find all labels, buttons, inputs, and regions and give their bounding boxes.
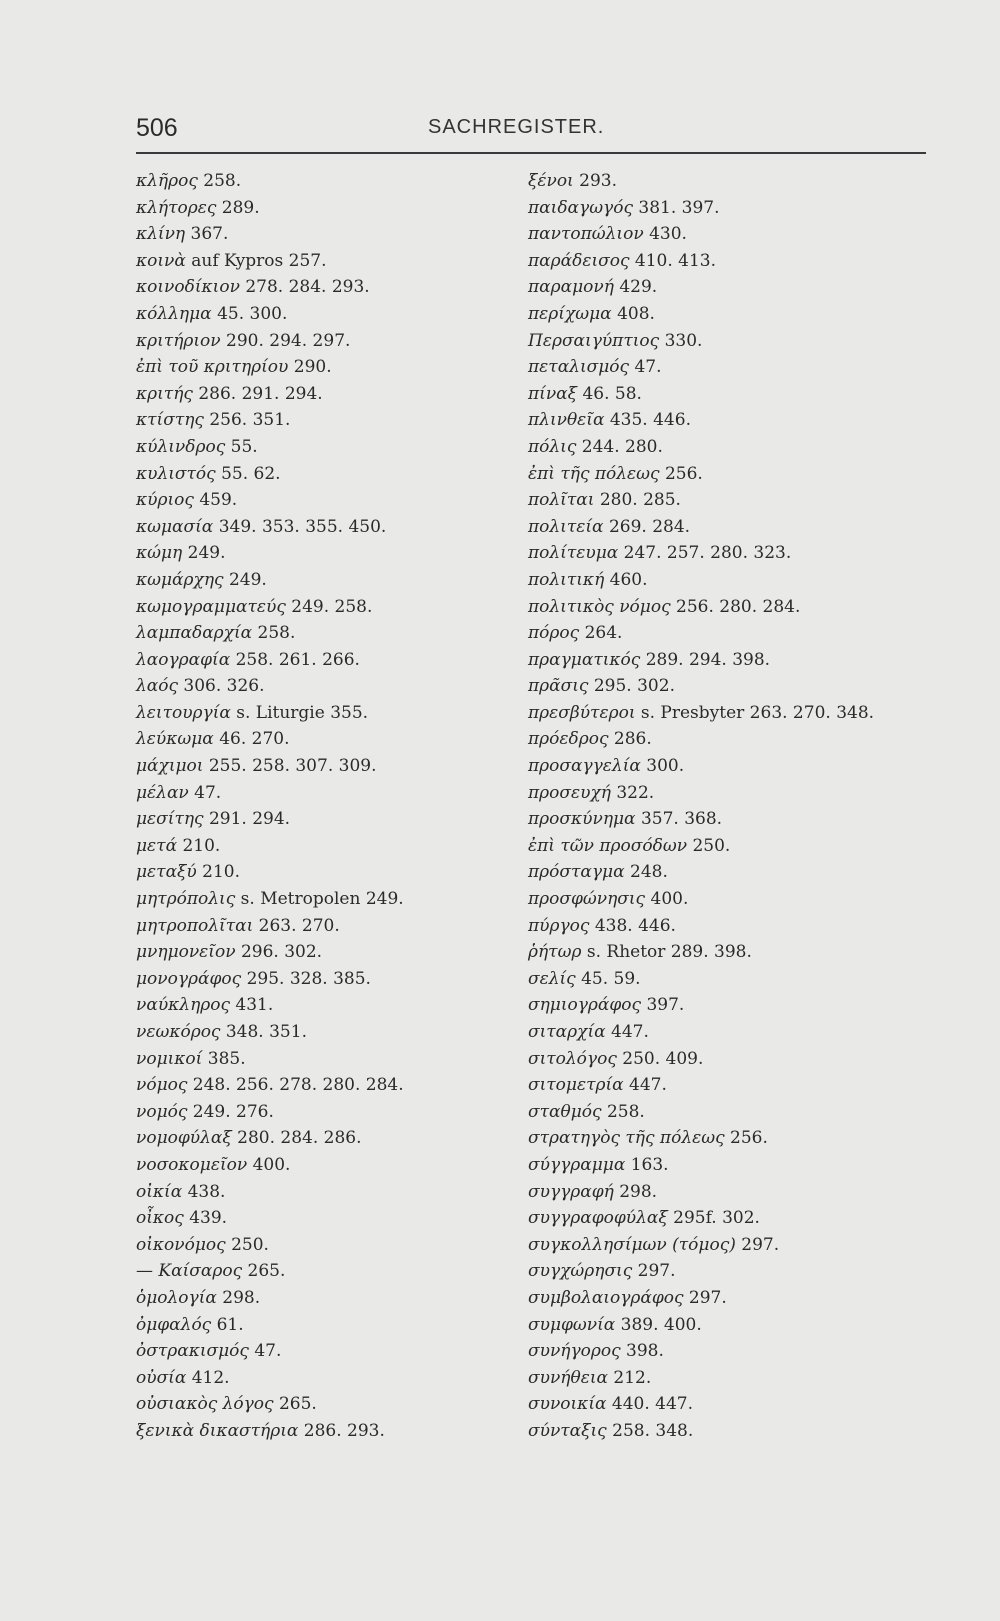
index-entry bbox=[136, 966, 496, 993]
index-reference: s. Metropolen 249. bbox=[240, 889, 404, 910]
index-reference: 46. 58. bbox=[582, 383, 642, 404]
index-entry bbox=[528, 1046, 928, 1073]
index-term: ὁμολογία bbox=[136, 1287, 217, 1308]
index-term: μετά bbox=[136, 835, 178, 856]
index-reference: 289. 294. 398. bbox=[645, 649, 771, 670]
index-reference: 47. bbox=[634, 357, 662, 378]
index-entry bbox=[528, 274, 928, 301]
index-reference: 46. 270. bbox=[219, 729, 290, 750]
index-reference: 255. 258. 307. 309. bbox=[208, 756, 377, 777]
index-term: προσαγγελία bbox=[528, 756, 641, 777]
index-term: προσευχή bbox=[528, 782, 611, 803]
index-reference: 61. bbox=[216, 1314, 244, 1335]
index-entry bbox=[528, 221, 928, 248]
index-entry bbox=[136, 1338, 496, 1365]
index-entry bbox=[528, 461, 928, 488]
index-reference: auf Kypros 257. bbox=[191, 250, 327, 271]
index-reference: 289. bbox=[221, 197, 260, 218]
index-entry bbox=[136, 434, 496, 461]
index-term: σιτολόγος bbox=[528, 1048, 617, 1069]
index-reference: 286. bbox=[613, 729, 652, 750]
index-entry bbox=[528, 939, 928, 966]
index-entry bbox=[136, 407, 496, 434]
index-entry bbox=[528, 726, 928, 753]
index-reference: 389. 400. bbox=[620, 1314, 702, 1335]
index-reference: 440. 447. bbox=[611, 1394, 693, 1415]
index-term: κωμάρχης bbox=[136, 569, 224, 590]
index-entry bbox=[528, 567, 928, 594]
index-term: περίχωμα bbox=[528, 303, 612, 324]
index-entry bbox=[136, 780, 496, 807]
index-term: ὀστρακισμός bbox=[136, 1341, 249, 1362]
index-reference: 296. 302. bbox=[240, 942, 323, 963]
index-reference: 330. bbox=[664, 330, 703, 351]
index-entry bbox=[528, 700, 928, 727]
index-entry bbox=[136, 806, 496, 833]
index-reference: 210. bbox=[182, 835, 221, 856]
index-reference: s. Liturgie 355. bbox=[236, 702, 369, 723]
index-reference: 385. bbox=[207, 1048, 246, 1069]
index-term: ῥήτωρ bbox=[528, 942, 582, 963]
index-entry bbox=[136, 913, 496, 940]
index-term: πολιτικὸς νόμος bbox=[528, 596, 671, 617]
index-entry bbox=[136, 886, 496, 913]
index-term: συγγραφή bbox=[528, 1181, 614, 1202]
index-entry bbox=[528, 780, 928, 807]
index-term: κωμασία bbox=[136, 516, 214, 537]
index-reference: 45. 59. bbox=[581, 968, 641, 989]
index-term: ἐπὶ τοῦ κριτηρίου bbox=[136, 357, 289, 378]
page-header bbox=[136, 114, 936, 154]
index-entry bbox=[528, 1125, 928, 1152]
index-reference: 290. 294. 297. bbox=[226, 330, 351, 351]
index-entry bbox=[136, 1391, 496, 1418]
index-entry bbox=[136, 487, 496, 514]
index-reference: 412. bbox=[191, 1367, 230, 1388]
index-entry bbox=[136, 1418, 496, 1445]
index-term: συμβολαιογράφος bbox=[528, 1287, 684, 1308]
index-entry bbox=[136, 1205, 496, 1232]
index-term: πολῖται bbox=[528, 490, 595, 511]
index-entry bbox=[136, 195, 496, 222]
index-entry bbox=[136, 833, 496, 860]
index-term: σημιογράφος bbox=[528, 995, 642, 1016]
index-term: πόλις bbox=[528, 436, 577, 457]
index-entry bbox=[528, 1232, 928, 1259]
index-entry bbox=[528, 540, 928, 567]
index-term: λαογραφία bbox=[136, 649, 231, 670]
index-entry bbox=[528, 1285, 928, 1312]
index-entry bbox=[528, 1179, 928, 1206]
index-term: ἐπὶ τῆς πόλεως bbox=[528, 463, 660, 484]
index-entry bbox=[136, 673, 496, 700]
index-term: νόμος bbox=[136, 1075, 188, 1096]
index-reference: 290. bbox=[293, 357, 332, 378]
index-term: πολιτική bbox=[528, 569, 605, 590]
index-entry bbox=[136, 1312, 496, 1339]
index-reference: 55. bbox=[230, 436, 258, 457]
index-term: πολίτευμα bbox=[528, 543, 619, 564]
index-reference: 249. bbox=[228, 569, 267, 590]
index-reference: 280. 285. bbox=[599, 490, 681, 511]
index-entry bbox=[528, 913, 928, 940]
index-entry bbox=[136, 859, 496, 886]
index-entry bbox=[528, 886, 928, 913]
index-reference: 45. 300. bbox=[217, 303, 288, 324]
index-entry bbox=[136, 1046, 496, 1073]
index-term: λαμπαδαρχία bbox=[136, 623, 253, 644]
index-reference: 400. bbox=[650, 889, 689, 910]
index-entry bbox=[528, 806, 928, 833]
index-term: κύλινδρος bbox=[136, 436, 226, 457]
index-term: σελίς bbox=[528, 968, 576, 989]
index-entry bbox=[528, 407, 928, 434]
index-entry bbox=[136, 328, 496, 355]
index-reference: 286. 293. bbox=[303, 1420, 385, 1441]
index-term: σταθμός bbox=[528, 1101, 602, 1122]
index-term: συνήθεια bbox=[528, 1367, 608, 1388]
index-entry bbox=[136, 594, 496, 621]
index-reference: 249. 276. bbox=[192, 1101, 274, 1122]
index-reference: 398. bbox=[626, 1341, 664, 1362]
index-reference: 430. bbox=[649, 224, 687, 245]
index-term: ξένοι bbox=[528, 171, 574, 191]
index-entry bbox=[528, 1338, 928, 1365]
index-reference: 256. bbox=[730, 1128, 768, 1149]
index-column-right bbox=[528, 168, 928, 1445]
index-term: κτίστης bbox=[136, 410, 204, 431]
index-entry bbox=[136, 939, 496, 966]
index-term: νομός bbox=[136, 1101, 188, 1122]
index-term: μεταξύ bbox=[136, 862, 197, 883]
index-reference: 367. bbox=[190, 224, 229, 245]
index-term: προσκύνημα bbox=[528, 809, 636, 830]
index-entry bbox=[136, 1072, 496, 1099]
index-term: κοινοδίκιον bbox=[136, 277, 240, 298]
index-entry bbox=[528, 753, 928, 780]
index-reference: 460. bbox=[609, 569, 648, 590]
index-reference: 322. bbox=[616, 782, 655, 803]
index-reference: 269. 284. bbox=[608, 516, 691, 537]
index-term: ναύκληρος bbox=[136, 995, 231, 1016]
index-term: κλῆρος bbox=[136, 171, 198, 191]
index-entry bbox=[136, 514, 496, 541]
index-term: οἰκονόμος bbox=[136, 1234, 226, 1255]
index-reference: 258. bbox=[606, 1101, 645, 1122]
index-reference: 349. 353. 355. 450. bbox=[218, 516, 387, 537]
index-term: στρατηγὸς τῆς πόλεως bbox=[528, 1128, 725, 1149]
index-reference: 447. bbox=[629, 1075, 667, 1096]
index-reference: 247. 257. 280. 323. bbox=[623, 543, 792, 564]
index-term: νοσοκομεῖον bbox=[136, 1154, 248, 1175]
index-term: ξενικὰ δικαστήρια bbox=[136, 1420, 299, 1441]
index-term: κλίνη bbox=[136, 224, 186, 245]
index-term: κοινὰ bbox=[136, 250, 186, 271]
index-term: συνοικία bbox=[528, 1394, 607, 1415]
index-term: κωμογραμματεύς bbox=[136, 596, 286, 617]
index-reference: 263. 270. bbox=[258, 915, 340, 936]
index-entry bbox=[136, 274, 496, 301]
index-entry bbox=[528, 1391, 928, 1418]
index-reference: 265. bbox=[247, 1261, 286, 1282]
index-term: νομοφύλαξ bbox=[136, 1128, 232, 1149]
index-column-left bbox=[136, 168, 496, 1445]
index-reference: 429. bbox=[619, 277, 658, 298]
index-term: συγγραφοφύλαξ bbox=[528, 1208, 668, 1229]
index-entry bbox=[528, 328, 928, 355]
index-reference: 248. 256. 278. 280. 284. bbox=[192, 1075, 404, 1096]
index-reference: 249. bbox=[187, 543, 226, 564]
index-reference: 250. bbox=[692, 835, 731, 856]
index-term: σιταρχία bbox=[528, 1022, 606, 1042]
index-term: νομικοί bbox=[136, 1048, 203, 1069]
index-term: πρόσταγμα bbox=[528, 862, 625, 883]
index-entry bbox=[528, 381, 928, 408]
index-entry bbox=[528, 434, 928, 461]
index-reference: 256. bbox=[664, 463, 703, 484]
index-term: σύγγραμμα bbox=[528, 1154, 626, 1175]
index-entry bbox=[136, 1152, 496, 1179]
index-entry bbox=[528, 1072, 928, 1099]
index-term: παράδεισος bbox=[528, 250, 630, 271]
index-entry bbox=[528, 1418, 928, 1445]
index-entry bbox=[136, 1019, 496, 1046]
index-term: προσφώνησις bbox=[528, 889, 646, 910]
index-entry bbox=[528, 1019, 928, 1046]
header-rule bbox=[136, 152, 926, 154]
index-term: λειτουργία bbox=[136, 702, 231, 723]
index-reference: 256. 280. 284. bbox=[676, 596, 801, 617]
index-entry bbox=[136, 992, 496, 1019]
index-term: συνήγορος bbox=[528, 1341, 621, 1362]
index-reference: 256. 351. bbox=[209, 410, 291, 431]
index-reference: 410. 413. bbox=[634, 250, 717, 271]
index-reference: 439. bbox=[189, 1208, 228, 1229]
index-entry bbox=[528, 859, 928, 886]
index-term: — Καίσαρος bbox=[136, 1261, 243, 1282]
index-reference: 297. bbox=[637, 1261, 676, 1282]
index-reference: s. Rhetor 289. 398. bbox=[586, 942, 752, 963]
running-title: SACHREGISTER. bbox=[428, 116, 605, 138]
index-term: συγκολλησίμων (τόμος) bbox=[528, 1234, 736, 1255]
index-term: πύργος bbox=[528, 915, 590, 936]
index-reference: 438. 446. bbox=[594, 915, 676, 936]
index-entry bbox=[136, 1285, 496, 1312]
index-entry bbox=[136, 700, 496, 727]
page-number: 506 bbox=[136, 114, 178, 142]
index-reference: 258. bbox=[257, 623, 296, 644]
index-term: πίναξ bbox=[528, 383, 578, 404]
index-term: σιτομετρία bbox=[528, 1075, 624, 1096]
index-reference: 258. bbox=[203, 171, 242, 191]
index-reference: 55. 62. bbox=[221, 463, 281, 484]
index-entry bbox=[136, 1365, 496, 1392]
index-term: παντοπώλιον bbox=[528, 224, 644, 245]
index-term: μητρόπολις bbox=[136, 889, 236, 910]
index-reference: 348. 351. bbox=[225, 1022, 307, 1042]
index-term: συγχώρησις bbox=[528, 1261, 633, 1282]
index-entry bbox=[528, 1205, 928, 1232]
index-term: πεταλισμός bbox=[528, 357, 630, 378]
index-reference: 47. bbox=[194, 782, 222, 803]
index-term: μητροπολῖται bbox=[136, 915, 254, 936]
index-entry bbox=[136, 168, 496, 195]
index-entry bbox=[136, 1099, 496, 1126]
index-term: πολιτεία bbox=[528, 516, 604, 537]
index-reference: 264. bbox=[584, 623, 623, 644]
index-reference: 258. 348. bbox=[612, 1420, 694, 1441]
index-entry bbox=[136, 620, 496, 647]
index-reference: 212. bbox=[613, 1367, 652, 1388]
index-entry bbox=[528, 301, 928, 328]
index-reference: 357. 368. bbox=[640, 809, 723, 830]
index-entry bbox=[528, 195, 928, 222]
index-entry bbox=[528, 1152, 928, 1179]
index-entry bbox=[136, 354, 496, 381]
index-term: παραμονή bbox=[528, 277, 614, 298]
index-entry bbox=[136, 461, 496, 488]
index-reference: 250. bbox=[231, 1234, 269, 1255]
index-reference: 447. bbox=[611, 1022, 649, 1042]
index-reference: 47. bbox=[254, 1341, 282, 1362]
index-term: πλινθεῖα bbox=[528, 410, 605, 431]
index-entry bbox=[528, 620, 928, 647]
index-reference: 295. 328. 385. bbox=[246, 968, 371, 989]
index-reference: 297. bbox=[688, 1287, 727, 1308]
index-term: κλήτορες bbox=[136, 197, 217, 218]
index-term: ἐπὶ τῶν προσόδων bbox=[528, 835, 688, 856]
index-term: οὐσιακὸς λόγος bbox=[136, 1394, 274, 1415]
index-entry bbox=[528, 1312, 928, 1339]
index-reference: 250. 409. bbox=[622, 1048, 704, 1069]
index-term: ὀμφαλός bbox=[136, 1314, 212, 1335]
index-entry bbox=[528, 487, 928, 514]
index-reference: 397. bbox=[646, 995, 685, 1016]
index-term: μέλαν bbox=[136, 782, 189, 803]
index-entry bbox=[136, 381, 496, 408]
index-term: οὐσία bbox=[136, 1367, 187, 1388]
index-entry bbox=[528, 992, 928, 1019]
index-reference: 280. 284. 286. bbox=[237, 1128, 362, 1149]
index-entry bbox=[528, 1365, 928, 1392]
index-entry bbox=[136, 248, 496, 275]
index-reference: 248. bbox=[630, 862, 668, 883]
index-entry bbox=[528, 514, 928, 541]
index-reference: 408. bbox=[617, 303, 655, 324]
index-reference: 400. bbox=[252, 1154, 291, 1175]
index-reference: 298. bbox=[222, 1287, 261, 1308]
index-entry bbox=[136, 1125, 496, 1152]
index-reference: 258. 261. 266. bbox=[235, 649, 360, 670]
index-term: μάχιμοι bbox=[136, 756, 204, 777]
index-reference: 249. 258. bbox=[291, 596, 373, 617]
index-reference: s. Presbyter 263. 270. 348. bbox=[640, 702, 875, 723]
index-reference: 295f. 302. bbox=[673, 1208, 760, 1229]
index-reference: 431. bbox=[235, 995, 274, 1016]
index-term: πραγματικός bbox=[528, 649, 641, 670]
index-reference: 163. bbox=[630, 1154, 669, 1175]
index-term: οἰκία bbox=[136, 1181, 183, 1202]
index-reference: 438. bbox=[187, 1181, 226, 1202]
index-entry bbox=[528, 833, 928, 860]
index-entry bbox=[528, 354, 928, 381]
index-entry bbox=[136, 540, 496, 567]
index-term: κόλλημα bbox=[136, 303, 212, 324]
index-entry bbox=[528, 1258, 928, 1285]
index-reference: 265. bbox=[278, 1394, 317, 1415]
index-term: πρόεδρος bbox=[528, 729, 609, 750]
index-entry bbox=[136, 726, 496, 753]
index-term: μονογράφος bbox=[136, 968, 242, 989]
index-entry bbox=[528, 1099, 928, 1126]
index-reference: 435. 446. bbox=[609, 410, 691, 431]
index-term: παιδαγωγός bbox=[528, 197, 633, 218]
index-reference: 293. bbox=[579, 171, 617, 191]
index-entry bbox=[528, 168, 928, 195]
index-reference: 210. bbox=[202, 862, 241, 883]
index-term: σύνταξις bbox=[528, 1420, 607, 1441]
index-entry bbox=[136, 567, 496, 594]
index-reference: 297. bbox=[741, 1234, 780, 1255]
index-entry bbox=[136, 1232, 496, 1259]
index-term: κώμη bbox=[136, 543, 183, 564]
index-term: κύριος bbox=[136, 490, 194, 511]
index-term: λαός bbox=[136, 676, 179, 697]
index-reference: 291. 294. bbox=[208, 809, 291, 830]
index-term: κριτήριον bbox=[136, 330, 221, 351]
index-term: μνημονεῖον bbox=[136, 942, 236, 963]
index-reference: 244. 280. bbox=[581, 436, 663, 457]
index-reference: 286. 291. 294. bbox=[198, 383, 323, 404]
index-term: πρεσβύτεροι bbox=[528, 702, 636, 723]
index-entry bbox=[136, 301, 496, 328]
index-term: Περσαιγύπτιος bbox=[528, 330, 660, 351]
index-term: λεύκωμα bbox=[136, 729, 214, 750]
index-reference: 278. 284. 293. bbox=[245, 277, 370, 298]
index-entry bbox=[528, 647, 928, 674]
index-term: οἶκος bbox=[136, 1208, 184, 1229]
index-reference: 298. bbox=[619, 1181, 658, 1202]
index-entry bbox=[136, 1258, 496, 1285]
index-term: πρᾶσις bbox=[528, 676, 589, 697]
index-reference: 295. 302. bbox=[593, 676, 675, 697]
index-term: κυλιστός bbox=[136, 463, 216, 484]
index-entry bbox=[136, 1179, 496, 1206]
index-term: μεσίτης bbox=[136, 809, 204, 830]
index-reference: 300. bbox=[646, 756, 685, 777]
index-entry bbox=[528, 594, 928, 621]
index-term: πόρος bbox=[528, 623, 580, 644]
index-term: κριτής bbox=[136, 383, 193, 404]
index-reference: 306. 326. bbox=[183, 676, 265, 697]
index-reference: 459. bbox=[199, 490, 238, 511]
index-reference: 381. 397. bbox=[638, 197, 720, 218]
index-entry bbox=[136, 221, 496, 248]
index-term: συμφωνία bbox=[528, 1314, 616, 1335]
index-entry bbox=[528, 248, 928, 275]
index-term: νεωκόρος bbox=[136, 1022, 221, 1042]
index-entry bbox=[136, 647, 496, 674]
index-entry bbox=[528, 966, 928, 993]
index-entry bbox=[136, 753, 496, 780]
index-entry bbox=[528, 673, 928, 700]
